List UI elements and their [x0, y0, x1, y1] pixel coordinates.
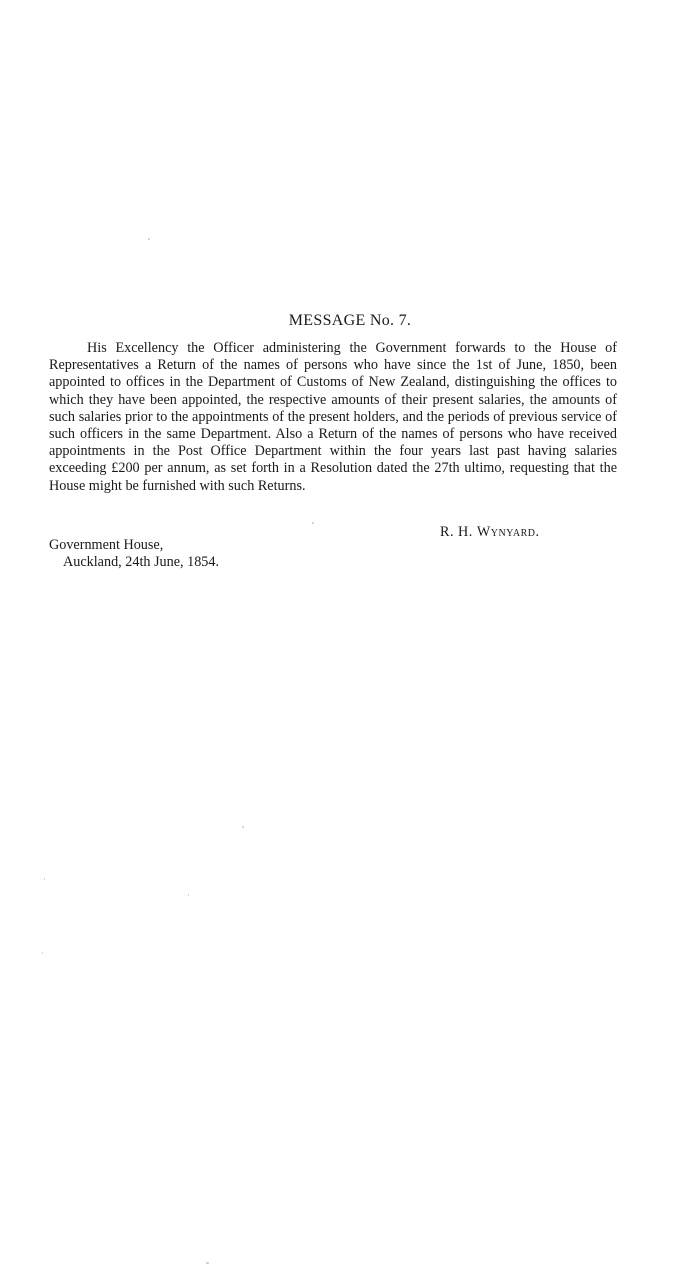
scan-speck [206, 1262, 209, 1264]
signature [440, 524, 540, 541]
message-body: His Excellency the Officer administering the Government forwards to the House of Representatives a Return of the names of persons who have since the 1st of June, 1850, been appointed to offices in the Department of Customs of New Zealand, distinguishing the offices to which they have been appointed, the respective amounts of their present salaries, the amounts of such salaries prior to the appointments of the present holders, and the periods of previous service of such officers in the same Department. Also a Return of the names of persons who have received appointments in the Post Office Department within the four years last past having salaries exceeding £200 per annum, as set forth in a Resolution dated the 27th ultimo, requesting that the House might be furnished with such Returns. [49, 340, 617, 494]
signature-surname: Wynyard. [476, 524, 540, 540]
place-line-1: Government House, [49, 537, 164, 553]
signature-initials: R. H. [440, 524, 473, 540]
message-heading: MESSAGE No. 7. [288, 312, 412, 329]
scan-speck [148, 238, 150, 240]
place-line-2: Auckland, 24th June, 1854. [63, 554, 220, 571]
place-and-date [49, 537, 219, 571]
scan-speck [312, 522, 314, 524]
scan-speck [188, 894, 189, 896]
scan-speck [242, 826, 244, 828]
scan-speck [42, 952, 43, 954]
scan-speck [44, 878, 45, 880]
